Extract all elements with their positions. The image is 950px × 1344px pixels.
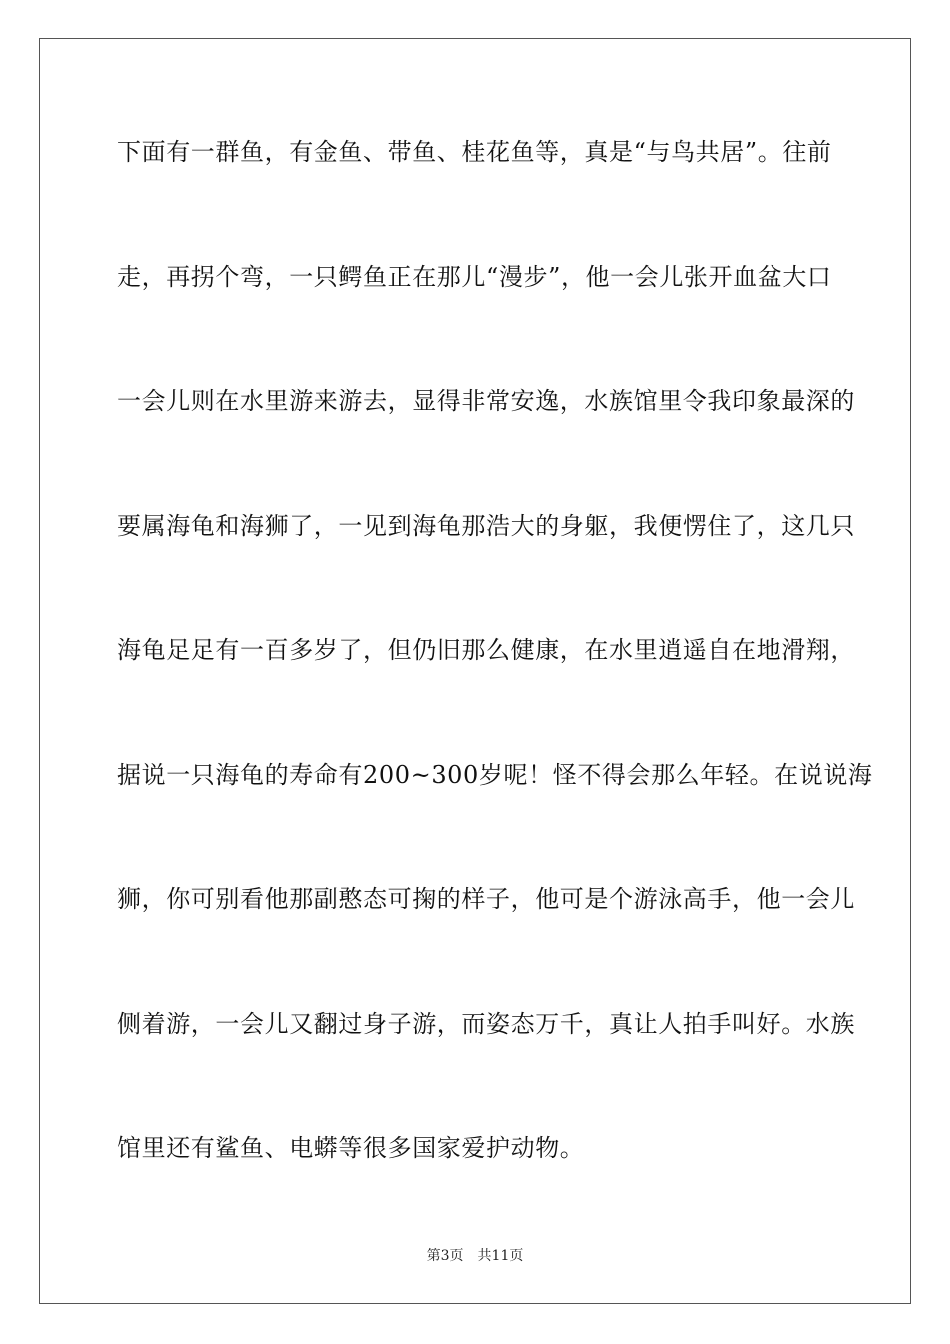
text-line: 一会儿则在水里游来游去，显得非常安逸，水族馆里令我印象最深的 <box>117 387 855 415</box>
page-total: 共11页 <box>477 1248 524 1264</box>
text-line: 走，再拐个弯，一只鳄鱼正在那儿“漫步”，他一会儿张开血盆大口 <box>117 262 832 291</box>
text-line: 海龟足足有一百多岁了，但仍旧那么健康，在水里逍遥自在地滑翔， <box>117 636 855 664</box>
text-line: 馆里还有鲨鱼、电蟒等很多国家爱护动物。 <box>117 1134 585 1162</box>
text-line: 要属海龟和海狮了，一见到海龟那浩大的身躯，我便愣住了，这几只 <box>117 511 855 540</box>
text-line: 下面有一群鱼，有金鱼、带鱼、桂花鱼等，真是“与鸟共居”。往前 <box>117 138 832 166</box>
text-line: 侧着游，一会儿又翻过身子游，而姿态万千，真让人拍手叫好。水族 <box>117 1009 855 1038</box>
text-line: 狮，你可别看他那副憨态可掬的样子，他可是个游泳高手，他一会儿 <box>117 885 855 913</box>
body-text <box>117 128 873 1249</box>
page-number: 第3页 <box>426 1248 464 1264</box>
text-line: 据说一只海龟的寿命有200~300岁呢！怪不得会那么年轻。在说说海 <box>117 760 873 789</box>
page-footer <box>0 1246 950 1266</box>
